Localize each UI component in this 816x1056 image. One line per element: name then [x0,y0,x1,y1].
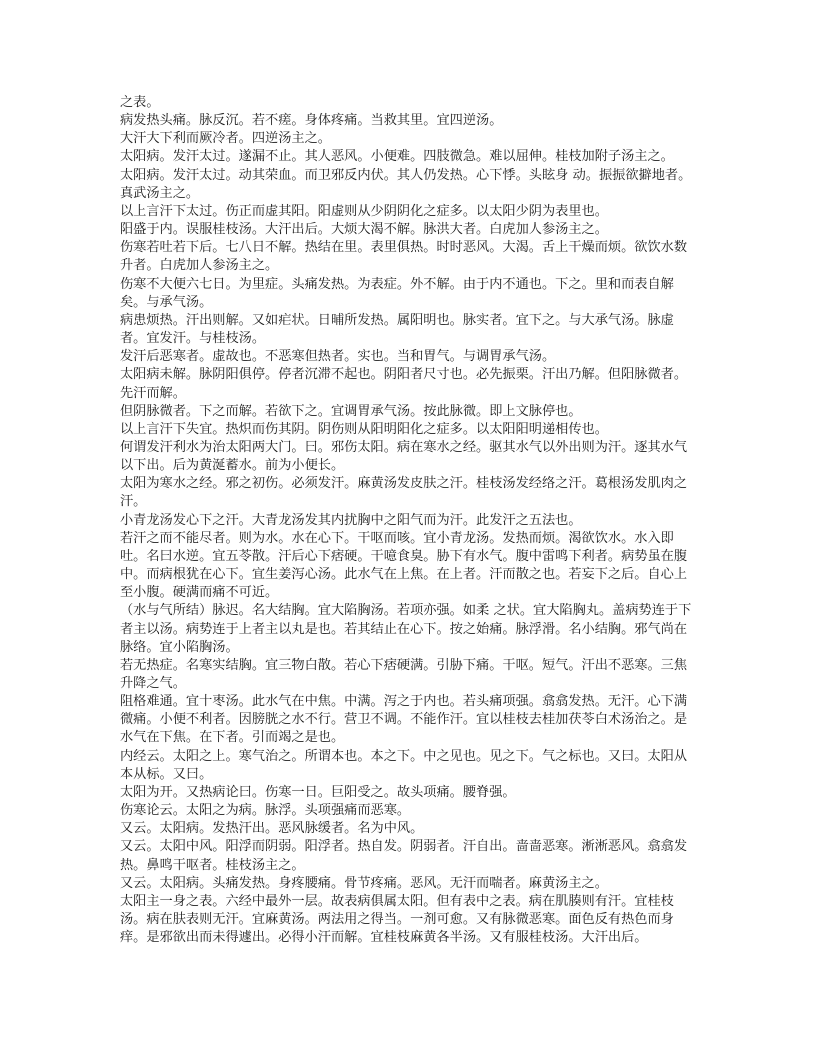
paragraph: 若无热症。名寒实结胸。宜三物白散。若心下痞硬满。引胁下痛。干呕。短气。汗出不恶寒。三焦升降之气。 [120,657,688,691]
paragraph: 以上言汗下太过。伤正而虚其阳。阳虚则从少阴阴化之症多。以太阳少阴为表里也。 [120,203,608,219]
paragraph: 又云。太阳病。发热汗出。恶风脉缓者。名为中风。 [120,821,424,837]
paragraph: 太阳病未解。脉阴阳俱停。停者沉滞不起也。阴阳者尺寸也。必先振栗。汗出乃解。但阳脉微者。先汗而解。 [120,367,688,401]
paragraph: 以上言汗下失宜。热炽而伤其阴。阴伤则从阳明阳化之症多。以太阳阳明递相传也。 [120,421,608,437]
paragraph: 病患烦热。汗出则解。又如疟状。日晡所发热。属阳明也。脉实者。宜下之。与大承气汤。脉虚者。宜发汗。与桂枝汤。 [120,312,674,347]
paragraph: 又云。太阳中风。阳浮而阴弱。阳浮者。热自发。阴弱者。汗自出。啬啬恶寒。淅淅恶风。翕翕发热。鼻鸣干呕者。桂枝汤主之。 [120,839,688,873]
paragraph: 伤寒论云。太阳之为病。脉浮。头项强痛而恶寒。 [120,803,411,819]
paragraph: 太阳病。发汗太过。动其荣血。而卫邪反内伏。其人仍发热。心下悸。头眩身 动。振振欲擗地者。真武汤主之。 [120,167,692,201]
paragraph: 大汗大下利而厥冷者。四逆汤主之。 [120,131,331,147]
paragraph: 太阳病。发汗太过。遂漏不止。其人恶风。小便难。四肢微急。难以屈伸。桂枝加附子汤主之。 [120,149,674,165]
paragraph: 之表。 [120,95,160,110]
paragraph: 太阳为开。又热病论曰。伤寒一日。巨阳受之。故头项痛。腰脊强。 [120,784,516,800]
paragraph: 阳盛于内。误服桂枝汤。大汗出后。大烦大渴不解。脉洪大者。白虎加人参汤主之。 [120,222,608,238]
paragraph: 阻格难通。宜十枣汤。此水气在中焦。中满。泻之于内也。若头痛项强。翕翕发热。无汗。心下满微痛。小便不利者。因膀胱之水不行。营卫不调。不能作汗。宜以桂枝去桂加茯苓白术汤治之。是水气在下焦。在下者。引而竭之是也。 [120,694,688,746]
paragraph: 若汗之而不能尽者。则为水。水在心下。干呕而咳。宜小青龙汤。发热而烦。渴欲饮水。水入即吐。名曰水逆。宜五苓散。汗后心下痞硬。干噫食臭。胁下有水气。腹中雷鸣下利者。病势虽在腹中。而病根犹在心下。宜生姜泻心汤。此水气在上焦。在上者。汗而散之也。若妄下之后。自心上至小腹。硬满而痛不可近。 [120,530,688,601]
paragraph: 何谓发汗利水为治太阳两大门。曰。邪伤太阳。病在寒水之经。驱其水气以外出则为汗。逐其水气以下出。后为黄涎蓄水。前为小便长。 [120,439,688,474]
paragraph: 小青龙汤发心下之汗。大青龙汤发其内扰胸中之阳气而为汗。此发汗之五法也。 [120,512,582,528]
document-page [120,94,700,947]
paragraph: 又云。太阳病。头痛发热。身疼腰痛。骨节疼痛。恶风。无汗而喘者。麻黄汤主之。 [120,875,608,891]
paragraph: 病发热头痛。脉反沉。若不瘥。身体疼痛。当救其里。宜四逆汤。 [120,113,503,129]
paragraph: 伤寒不大便六七日。为里症。头痛发热。为表症。外不解。由于内不通也。下之。里和而表自解矣。与承气汤。 [120,276,674,310]
paragraph: 内经云。太阳之上。寒气治之。所谓本也。本之下。中之见也。见之下。气之标也。又曰。太阳从本从标。又曰。 [120,748,688,782]
paragraph: 太阳为寒水之经。邪之初伤。必须发汗。麻黄汤发皮肤之汗。桂枝汤发经络之汗。葛根汤发肌肉之汗。 [120,476,688,510]
paragraph: 伤寒若吐若下后。七八日不解。热结在里。表里俱热。时时恶风。大渴。舌上干燥而烦。欲饮水数升者。白虎加人参汤主之。 [120,240,688,274]
paragraph: 发汗后恶寒者。虚故也。不恶寒但热者。实也。当和胃气。与调胃承气汤。 [120,349,556,365]
paragraph: （水与气所结）脉迟。名大结胸。宜大陷胸汤。若项亦强。如柔 之状。宜大陷胸丸。盖病势连于下者主以汤。病势连于上者主以丸是也。若其结止在心下。按之始痛。脉浮滑。名小结胸。邪气尚在脉络。宜小陷胸汤。 [120,603,692,655]
paragraph: 太阳主一身之表。六经中最外一层。故表病俱属太阳。但有表中之表。病在肌腠则有汗。宜桂枝汤。病在肤表则无汗。宜麻黄汤。两法用之得当。一剂可愈。又有脉微恶寒。面色反有热色而身痒。是邪欲出而未得遽出。必得小汗而解。宜桂枝麻黄各半汤。又有服桂枝汤。大汗出后。 [120,893,674,946]
paragraph: 但阴脉微者。下之而解。若欲下之。宜调胃承气汤。按此脉微。即上文脉停也。 [120,403,582,419]
